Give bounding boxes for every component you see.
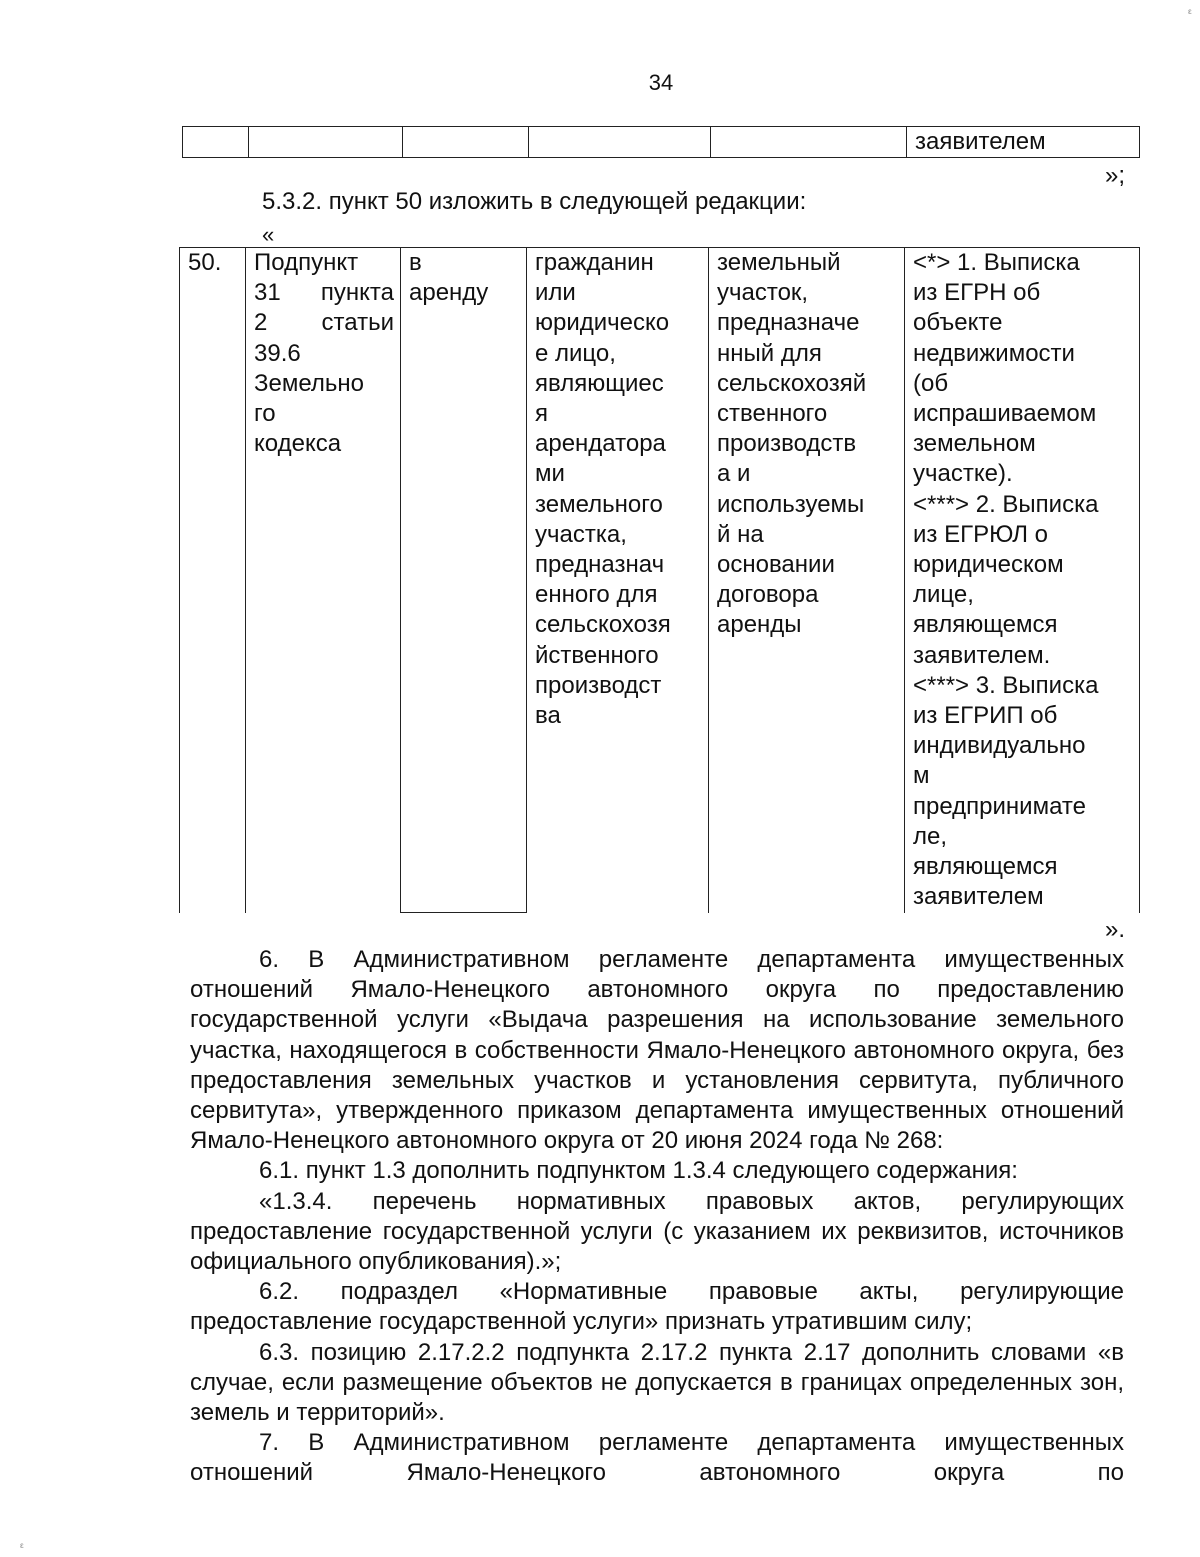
- cell-text-line: 31 пункта: [254, 279, 394, 307]
- cell-text-line: ственного: [717, 400, 828, 428]
- cell-text-line: испрашиваемом: [913, 400, 1097, 428]
- cell-text-line: нный для: [717, 339, 822, 367]
- scan-artifact: ᵋ: [20, 1540, 24, 1554]
- cell-text-line: (об: [913, 369, 949, 397]
- cell-text-line: производств: [717, 430, 857, 458]
- table-row: [180, 248, 1140, 913]
- land-plot-cell: [709, 248, 905, 913]
- cell-text-line: из ЕГРИП об: [913, 702, 1058, 730]
- cell-text-line: производст: [535, 671, 662, 699]
- documents-cell: [905, 248, 1140, 913]
- cell-text-line: из ЕГРН об: [913, 279, 1041, 307]
- cell-text-line: используемы: [717, 490, 865, 518]
- cell-text-line: сельскохозя: [535, 611, 671, 639]
- paragraph-6: 6. В Административном регламенте департамента имущественных отношений Ямало-Ненецкого автономного округа по предоставлению государственной услуги «Выдача разрешения на использование земельного участка, находящегося в собственности Ямало-Ненецкого автономного округа, без предоставления земельных участков и установления сервитута, публичного сервитута», утвержденного приказом департамента имущественных отношений Ямало-Ненецкого автономного округа от 20 июня 2024 года № 268:: [190, 946, 1124, 1155]
- scan-artifact: ᵋ: [1188, 6, 1192, 20]
- cell-text-line: являющемся: [913, 853, 1058, 881]
- cell-text-line: <***> 3. Выписка: [913, 671, 1099, 699]
- table-cell: [249, 127, 403, 158]
- paragraph-7: 7. В Административном регламенте департамента имущественных отношений Ямало-Ненецкого автономного округа по: [190, 1429, 1124, 1487]
- cell-text-line: предназначе: [717, 309, 860, 337]
- page-number: 34: [648, 70, 674, 95]
- cell-text-line: ми: [535, 460, 565, 488]
- cell-text-line: недвижимости: [913, 339, 1075, 367]
- cell-text-line: предназнач: [535, 551, 665, 579]
- cell-text-line: земельном: [913, 430, 1036, 458]
- cell-text-line: ва: [535, 702, 561, 730]
- cell-text-line: предпринимате: [913, 792, 1086, 820]
- cell-text-line: го: [254, 400, 276, 428]
- body-text: [190, 945, 1124, 1489]
- cell-text-line: договора: [717, 581, 819, 609]
- table-cell: [529, 127, 711, 158]
- paragraph-1-3-4-quote: «1.3.4. перечень нормативных правовых актов, регулирующих предоставление государственной услуги (с указанием их реквизитов, источников официального опубликования).»;: [190, 1187, 1124, 1276]
- cell-text-line: лице,: [913, 581, 974, 609]
- cell-text-line: кодекса: [254, 430, 342, 458]
- cell-text-line: объекте: [913, 309, 1003, 337]
- cell-text-line: в: [409, 249, 422, 276]
- paragraph-6-3: 6.3. позицию 2.17.2.2 подпункта 2.17.2 пункта 2.17 дополнить словами «в случае, если размещение объектов не допускается в границах определенных зон, земель и территорий».: [190, 1338, 1124, 1427]
- cell-text-line: юридическом: [913, 551, 1064, 579]
- cell-text-line: енного для: [535, 581, 658, 609]
- cell-text-line: 50.: [188, 249, 222, 276]
- cell-text-line: <***> 2. Выписка: [913, 490, 1099, 518]
- paragraph-6-1: 6.1. пункт 1.3 дополнить подпунктом 1.3.4 следующего содержания:: [259, 1157, 1018, 1185]
- table-cell: заявителем: [907, 127, 1140, 158]
- cell-text-line: аренды: [717, 611, 802, 639]
- cell-text-line: е лицо,: [535, 339, 616, 367]
- applicant-cell: [527, 248, 709, 913]
- cell-text-line: а и: [717, 460, 751, 488]
- paragraph-6-2: 6.2. подраздел «Нормативные правовые акты, регулирующие предоставление государственной услуги» признать утратившим силу;: [190, 1278, 1124, 1336]
- cell-text-line: заявителем: [913, 883, 1044, 911]
- cell-text-line: заявителем.: [913, 641, 1051, 669]
- cell-text-line: участка,: [535, 520, 627, 548]
- cell-text-line: из ЕГРЮЛ о: [913, 520, 1049, 548]
- cell-text-line: являющиес: [535, 369, 664, 397]
- cell-text-line: юридическо: [535, 309, 670, 337]
- main-table: [179, 247, 1140, 913]
- cell-text-line: индивидуально: [913, 732, 1086, 760]
- legal-basis-cell: [246, 248, 401, 913]
- cell-text-line: аренду: [409, 279, 489, 307]
- cell-text-line: или: [535, 279, 576, 307]
- cell-text-line: земельного: [535, 490, 663, 518]
- table-cell: [403, 127, 529, 158]
- cell-text-line: гражданин: [535, 249, 654, 276]
- cell-text-line: 2 статьи: [254, 309, 394, 337]
- cell-text-line: Подпункт: [254, 249, 359, 276]
- cell-text-line: <*> 1. Выписка: [913, 249, 1080, 276]
- cell-text-line: Земельно: [254, 369, 365, 397]
- closing-quote: »;: [1104, 162, 1125, 189]
- right-type-cell: [401, 248, 527, 913]
- cell-text-line: участке).: [913, 460, 1013, 488]
- cell-text-line: я: [535, 400, 548, 428]
- cell-text-line: арендатора: [535, 430, 666, 458]
- cell-text-line: йственного: [535, 641, 659, 669]
- top-table-fragment: [182, 126, 1140, 158]
- cell-text-line: участок,: [717, 279, 809, 307]
- amendment-intro: 5.3.2. пункт 50 изложить в следующей редакции:: [262, 188, 807, 215]
- row-number-cell: [180, 248, 246, 913]
- cell-text-line: 39.6: [254, 339, 301, 367]
- cell-text-line: й на: [717, 520, 764, 548]
- cell-text-line: м: [913, 762, 930, 790]
- opening-quote: «: [262, 222, 275, 247]
- table-row: [183, 127, 1140, 158]
- closing-quote: ».: [1104, 916, 1125, 943]
- cell-text-line: являющемся: [913, 611, 1058, 639]
- table-cell: [711, 127, 907, 158]
- cell-text-line: сельскохозяй: [717, 369, 867, 397]
- cell-text-line: земельный: [717, 249, 841, 276]
- table-cell: [183, 127, 249, 158]
- cell-text-line: ле,: [913, 822, 948, 850]
- cell-text-line: основании: [717, 551, 835, 579]
